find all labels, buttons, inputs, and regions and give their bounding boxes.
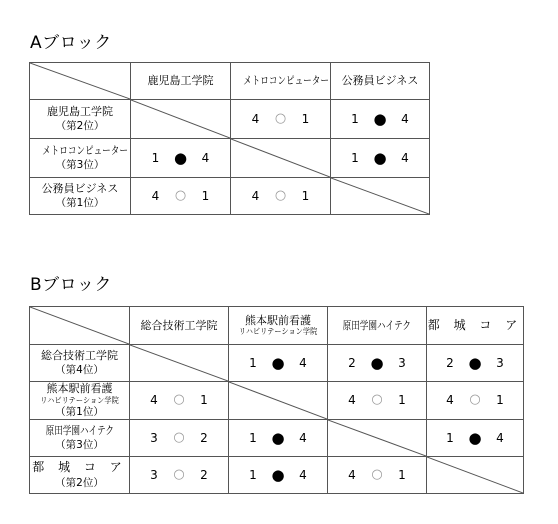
loss-mark: ○ xyxy=(274,110,287,126)
result-cell: 1 ● 4 xyxy=(131,139,231,178)
result-cell: 1 ● 4 xyxy=(331,139,430,178)
diagonal-line xyxy=(30,63,130,99)
col-header-team: 総合技術工学院 xyxy=(130,307,229,345)
col-header-team: 鹿児島工学院 xyxy=(131,63,231,100)
self-match-cell xyxy=(331,178,430,215)
self-match-cell xyxy=(328,420,427,457)
row-header-team: 総合技術工学院 （第4位） xyxy=(30,345,130,382)
block-b-title: Bブロック xyxy=(30,275,112,295)
loss-mark: ○ xyxy=(173,392,185,408)
result-cell: 4 ○ 1 xyxy=(231,100,331,139)
block-a-title: Aブロック xyxy=(30,33,112,53)
result-cell: 3 ○ 2 xyxy=(130,457,229,494)
result-cell: 4 ○ 1 xyxy=(328,382,427,420)
result-cell: 1 ● 4 xyxy=(229,457,328,494)
col-header-team: 熊本駅前看護 リハビリテーション学院 xyxy=(229,307,328,345)
row-header-team: メトロコンピューター （第3位） xyxy=(30,139,131,178)
result-cell: 4 ○ 1 xyxy=(427,382,524,420)
result-cell: 1 ● 4 xyxy=(331,100,430,139)
result-cell: 4 ○ 1 xyxy=(231,178,331,215)
diagonal-line xyxy=(30,307,129,344)
win-mark: ● xyxy=(271,465,285,484)
result-cell: 2 ● 3 xyxy=(427,345,524,382)
win-mark: ● xyxy=(373,148,387,167)
win-mark: ● xyxy=(271,428,285,447)
self-match-cell xyxy=(231,139,331,178)
self-match-cell xyxy=(131,100,231,139)
loss-mark: ○ xyxy=(371,466,383,482)
loss-mark: ○ xyxy=(174,187,187,203)
col-header-team: 都 城 コ ア xyxy=(427,307,524,345)
win-mark: ● xyxy=(468,353,482,372)
self-match-cell xyxy=(229,382,328,420)
loss-mark: ○ xyxy=(469,392,481,408)
result-cell: 2 ● 3 xyxy=(328,345,427,382)
loss-mark: ○ xyxy=(371,392,383,408)
corner-cell xyxy=(30,63,131,100)
corner-cell xyxy=(30,307,130,345)
col-header-team: 原田学園ハイテク xyxy=(328,307,427,345)
row-header-team: 公務員ビジネス （第1位） xyxy=(30,178,131,215)
block-b-table xyxy=(29,306,524,494)
loss-mark: ○ xyxy=(173,466,185,482)
result-cell: 4 ○ 1 xyxy=(131,178,231,215)
col-header-team: メトロコンピューター xyxy=(231,63,331,100)
row-header-team: 鹿児島工学院 （第2位） xyxy=(30,100,131,139)
col-header-team: 公務員ビジネス xyxy=(331,63,430,100)
block-a-table xyxy=(29,62,430,215)
self-match-cell xyxy=(427,457,524,494)
result-cell: 3 ○ 2 xyxy=(130,420,229,457)
row-header-team: 熊本駅前看護 リハビリテーション学院 （第1位） xyxy=(30,382,130,420)
result-cell: 1 ● 4 xyxy=(229,345,328,382)
win-mark: ● xyxy=(373,109,387,128)
result-cell: 1 ● 4 xyxy=(229,420,328,457)
row-header-team: 原田学園ハイテク （第3位） xyxy=(30,420,130,457)
result-cell: 4 ○ 1 xyxy=(328,457,427,494)
result-cell: 4 ○ 1 xyxy=(130,382,229,420)
win-mark: ● xyxy=(370,353,384,372)
result-cell: 1 ● 4 xyxy=(427,420,524,457)
win-mark: ● xyxy=(271,353,285,372)
win-mark: ● xyxy=(173,148,188,167)
self-match-cell xyxy=(130,345,229,382)
loss-mark: ○ xyxy=(274,187,287,203)
win-mark: ● xyxy=(468,428,482,447)
loss-mark: ○ xyxy=(173,429,185,445)
row-header-team: 都 城 コ ア （第2位） xyxy=(30,457,130,494)
